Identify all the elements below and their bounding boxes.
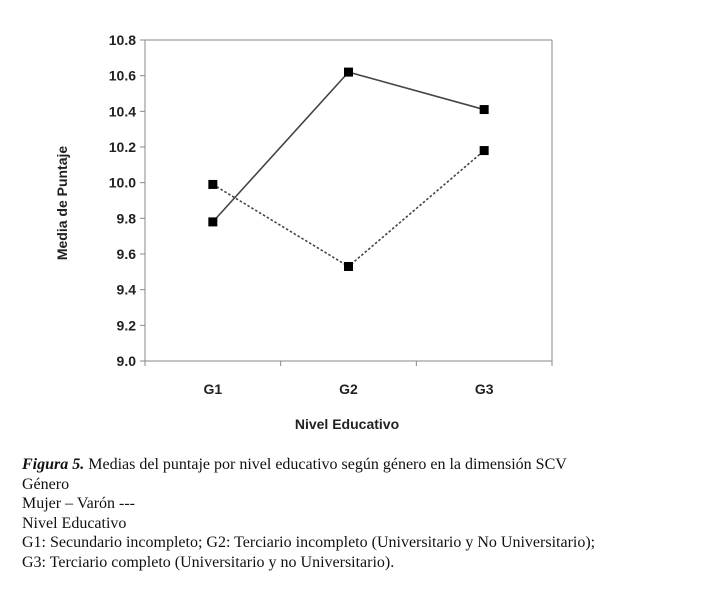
y-tick-label: 9.0	[116, 353, 136, 369]
caption-line-2: Género	[22, 475, 70, 493]
caption-line-3: Mujer – Varón ---	[22, 495, 136, 512]
caption-line-1	[22, 455, 702, 475]
y-tick-label: 10.0	[108, 174, 136, 191]
data-point-mujer-g1	[208, 217, 217, 226]
caption-line-6: G3: Terciario completo (Universitario y no Universitario).	[22, 553, 395, 571]
y-tick-label: 10.2	[108, 139, 136, 155]
caption-line-5: G1: Secundario incompleto; G2: Terciario incompleto (Universitario y No Universitario);	[22, 534, 596, 551]
series-line-mujer	[213, 72, 484, 222]
series-line-varn	[213, 151, 484, 267]
x-axis-title: Nivel Educativo	[294, 416, 400, 432]
data-point-varn-g2	[344, 262, 353, 271]
y-tick-label: 10.6	[108, 67, 136, 84]
x-tick-label-g3: G3	[474, 381, 494, 397]
y-tick-label: 9.4	[116, 281, 136, 298]
data-point-varn-g3	[480, 146, 489, 155]
figure-title: Medias del puntaje por nivel educativo según género en la dimensión SCV	[84, 456, 567, 473]
y-axis-title: Media de Puntaje	[54, 145, 70, 261]
y-tick-label: 10.8	[108, 32, 136, 48]
x-tick-label-g1: G1	[203, 381, 223, 397]
data-point-mujer-g3	[480, 105, 489, 114]
x-axis-ticks	[145, 361, 552, 397]
data-point-mujer-g2	[344, 68, 353, 77]
data-point-varn-g1	[208, 180, 217, 189]
y-tick-label: 9.8	[116, 210, 136, 227]
x-tick-label-g2: G2	[339, 381, 358, 397]
caption-line-4: Nivel Educativo	[22, 514, 127, 532]
series-layer	[208, 68, 488, 271]
y-tick-label: 10.4	[108, 103, 136, 120]
figure-label: Figura 5.	[22, 456, 85, 473]
y-axis-ticks	[109, 32, 145, 369]
y-tick-label: 9.6	[116, 246, 136, 262]
figure-caption	[22, 455, 702, 572]
y-tick-label: 9.2	[116, 317, 136, 334]
